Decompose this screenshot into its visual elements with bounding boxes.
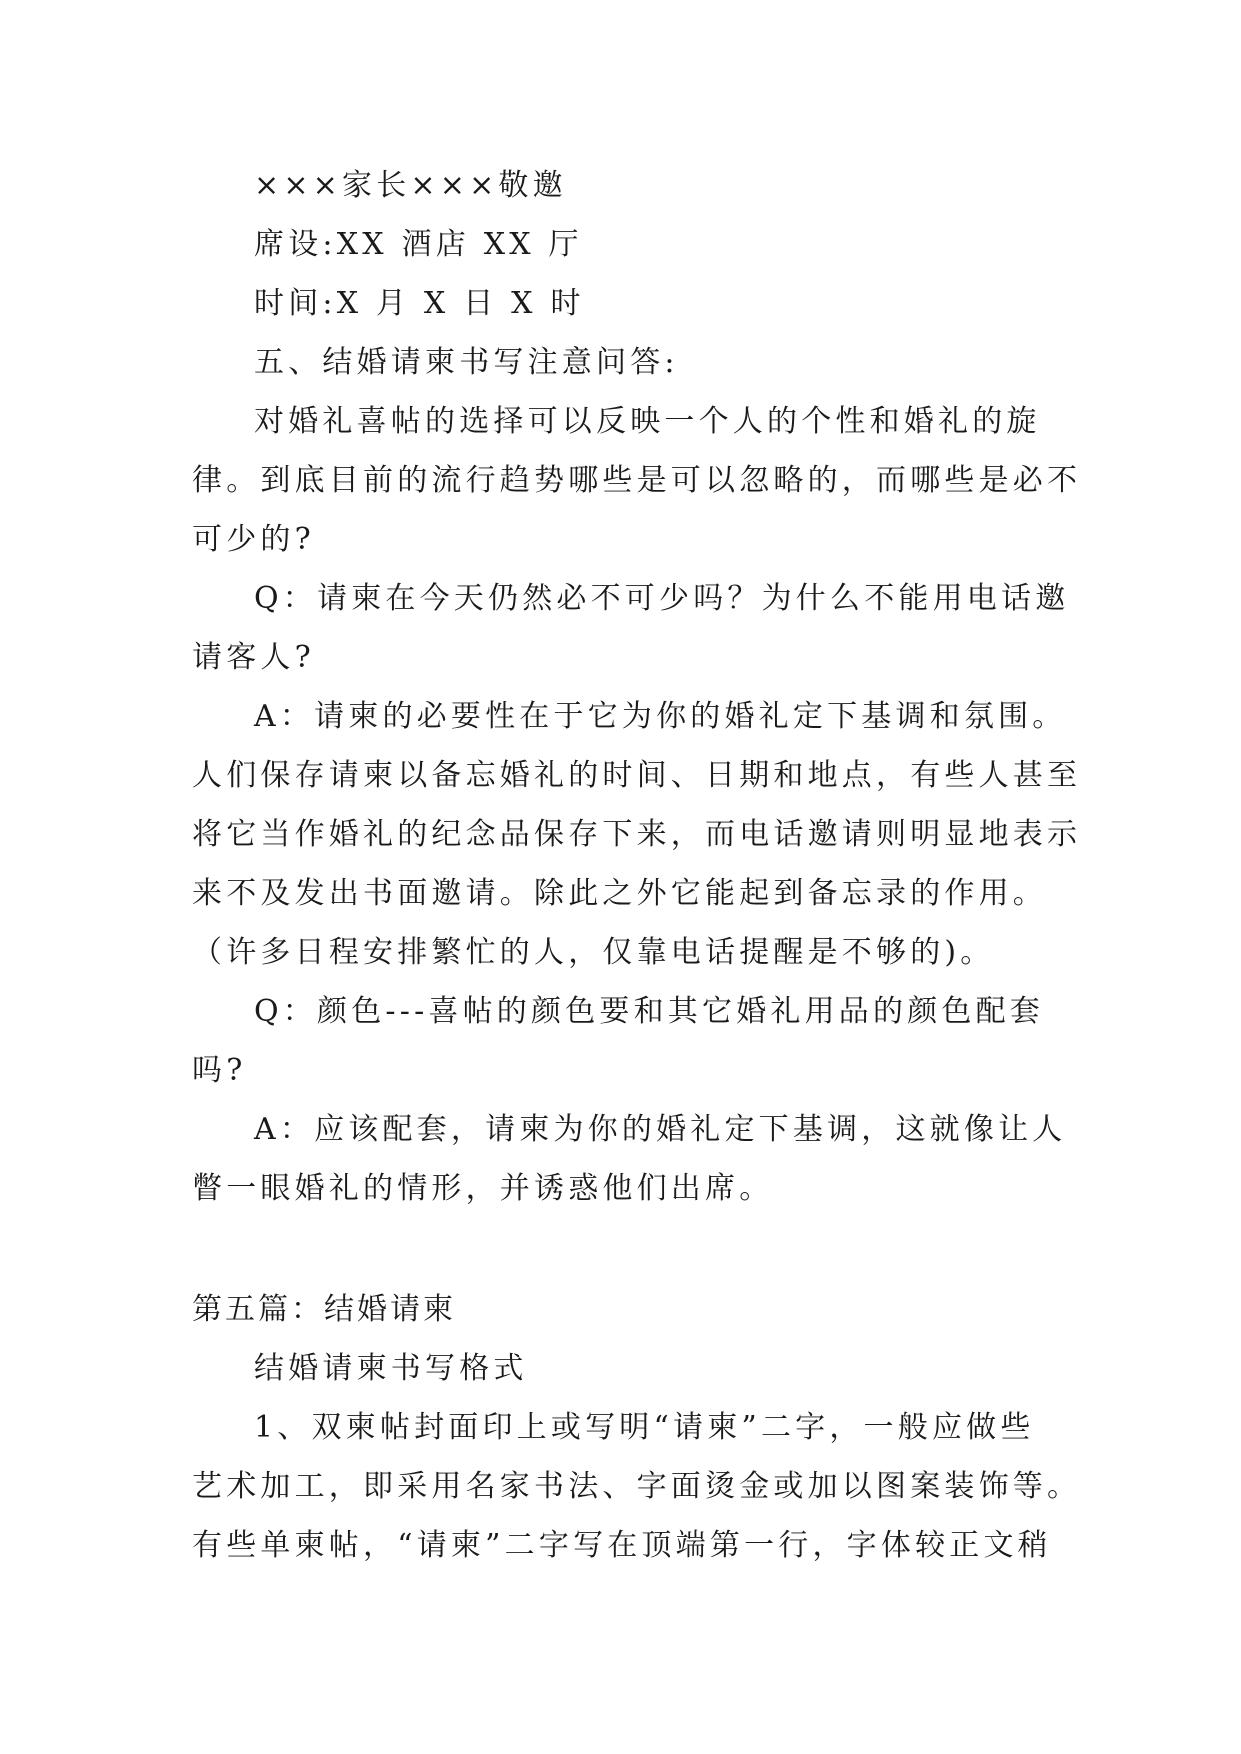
question-line: Q：颜色---喜帖的颜色要和其它婚礼用品的颜色配套 [254,994,1045,1029]
text-line: （许多日程安排繁忙的人，仅靠电话提醒是不够的)。 [192,935,995,970]
answer-line: A：请柬的必要性在于它为你的婚礼定下基调和氛围。 [254,699,1067,734]
text-line: 律。到底目前的流行趋势哪些是可以忽略的，而哪些是必不 [192,463,1082,498]
text-line: ×××家长×××敬邀 [254,168,567,203]
subtitle-line: 结婚请柬书写格式 [254,1351,528,1386]
text-line: 人们保存请柬以备忘婚礼的时间、日期和地点，有些人甚至 [192,758,1082,793]
text-line: 对婚礼喜帖的选择可以反映一个人的个性和婚礼的旋 [254,404,1041,439]
question-line: Q：请柬在今天仍然必不可少吗？为什么不能用电话邀 [254,581,1070,616]
text-line: 来不及发出书面邀请。除此之外它能起到备忘录的作用。 [192,876,1047,911]
text-line: 时间:X 月 X 日 X 时 [254,286,585,321]
text-line: 席设:XX 酒店 XX 厅 [254,227,583,262]
text-line: 有些单柬帖，“请柬”二字写在顶端第一行，字体较正文稍 [192,1528,1052,1563]
chapter-title: 第五篇：结婚请柬 [192,1292,456,1327]
answer-line: A：应该配套，请柬为你的婚礼定下基调，这就像让人 [254,1112,1067,1147]
text-line: 请客人? [192,640,315,675]
text-line: 将它当作婚礼的纪念品保存下来，而电话邀请则明显地表示 [192,817,1082,852]
section-heading: 五、结婚请柬书写注意问答: [254,345,679,380]
text-line: 吗? [192,1053,247,1088]
text-line: 瞥一眼婚礼的情形，并诱惑他们出席。 [192,1171,774,1206]
paragraph-gap [192,1218,1052,1280]
text-line: 1、双柬帖封面印上或写明“请柬”二字，一般应做些 [254,1410,1035,1445]
text-line: 艺术加工，即采用名家书法、字面烫金或加以图案装饰等。 [192,1469,1082,1504]
document-body [192,156,1082,1575]
text-line: 可少的? [192,522,315,557]
